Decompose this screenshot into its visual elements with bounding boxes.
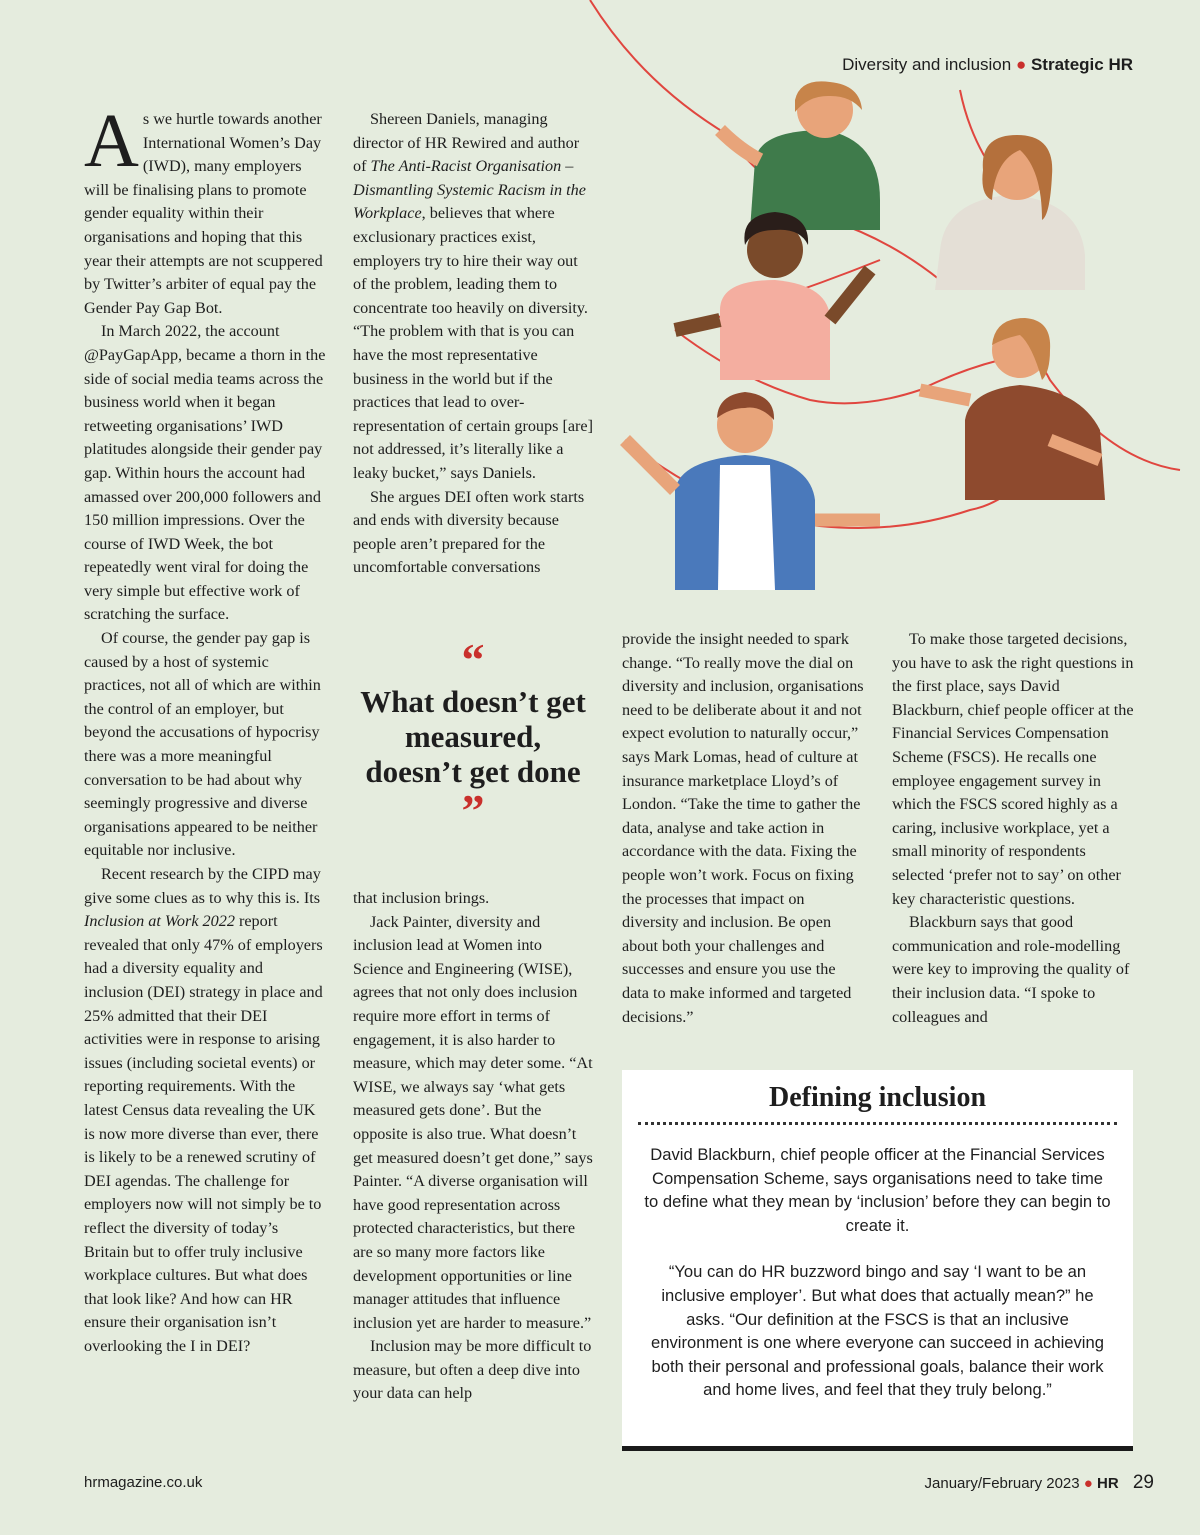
article-column-2-bottom: [353, 887, 595, 1406]
footer-site: hrmagazine.co.uk: [84, 1474, 203, 1491]
pull-quote: [353, 634, 593, 836]
paragraph-text: s we hurtle towards another International Women’s Day (IWD), many employers will be finalising plans to promote gender equality within their organisations and hoping that this year their attempts are not scuppered by Twitter’s arbiter of equal pay the Gender Pay Gap Bot.: [84, 110, 323, 317]
paragraph: [353, 108, 595, 486]
article-column-2-top: [353, 108, 595, 580]
paragraph: Blackburn says that good communication and role-modelling were key to improving the quality of their inclusion data. “I spoke to colleagues and: [892, 913, 1130, 1026]
category-label: Strategic HR: [1030, 55, 1133, 74]
paragraph: Jack Painter, diversity and inclusion lead at Women into Science and Engineering (WISE), agrees that not only does inclusion require more effort in terms of engagement, it is also harder to measure, which may deter some. “At WISE, we always say ‘what gets measured gets done’. But the opposite is also true. What doesn’t get measured doesn’t get done,” says Painter. “A diverse organisation will have good representation across protected characteristics, but there are so many more factors like development opportunities or line manager attitudes that influence inclusion yet are harder to measure.”: [353, 912, 593, 1332]
pull-quote-text: What doesn’t get measured, doesn’t get done: [360, 684, 586, 789]
box-paragraph: “You can do HR buzzword bingo and say ‘I want to be an inclusive employer’. But what does that actually mean?” he asks. “Our definition at the FSCS is that an inclusive environment is one where everyone can succeed in achieving both their personal and professional goals, balance their work and home lives, and feel that they truly belong.”: [651, 1262, 1104, 1400]
paragraph: In March 2022, the account @PayGapApp, became a thorn in the side of social media teams across the business world when it began retweeting organisations’ IWD platitudes alongside their gender pay gap. Within hours the account had amassed over 200,000 followers and 150 million impressions. Over the course of IWD Week, the bot repeatedly went viral for doing the very simple but effective work of scratching the surface.: [84, 322, 326, 624]
drop-cap: A: [84, 99, 139, 183]
person-green-top: [720, 81, 880, 230]
people-connected-by-thread-illustration: [580, 0, 1200, 600]
intro-paragraph: [84, 99, 326, 320]
section-label: Diversity and inclusion: [842, 55, 1012, 74]
paragraph-text: Shereen Daniels, managing director of HR Rewired and author of: [353, 110, 580, 176]
report-title: Inclusion at Work 2022: [84, 912, 235, 931]
close-quote-icon: ”: [461, 785, 485, 836]
article-column-3: [622, 628, 865, 1029]
paragraph-text: Recent research by the CIPD may give some clues as to why this is. Its: [84, 865, 321, 907]
thread-line: [590, 0, 720, 130]
person-pink-shirt: [675, 212, 870, 380]
defining-inclusion-box: [622, 1070, 1133, 1451]
box-paragraph: David Blackburn, chief people officer at the Financial Services Compensation Scheme, says organisations need to take time to define what they mean by ‘inclusion’ before they can begin to create it.: [644, 1145, 1111, 1235]
open-quote-icon: “: [461, 634, 485, 685]
paragraph: Of course, the gender pay gap is caused by a host of systemic practices, not all of which are within the control of an employer, but beyond the accusations of hypocrisy there was a more meaningful conversation to be had about why seemingly progressive and diverse organisations appeared to be neither equitable nor inclusive.: [84, 629, 321, 860]
bullet-dot-icon: ●: [1083, 1475, 1093, 1492]
paragraph: provide the insight needed to spark change. “To really move the dial on diversity and inclusion, organisations need to be deliberate about it and not expect evolution to naturally occur,” says Mark Lomas, head of culture at insurance marketplace Lloyd’s of London. “Take the time to gather the data, analyse and take action in accordance with the data. Fixing the people won’t work. Focus on fixing the processes that impact on diversity and inclusion. Be open about both your challenges and successes and ensure you use the data to make informed and targeted decisions.”: [622, 630, 864, 1026]
brand-label: HR: [1097, 1475, 1119, 1492]
person-cream-sweater: [935, 135, 1085, 290]
article-column-4: [892, 628, 1134, 1029]
paragraph: Inclusion may be more difficult to measure, but often a deep dive into your data can help: [353, 1337, 592, 1403]
paragraph-text: , believes that where exclusionary practices exist, employers try to hire their way out of the problem, leading them to concentrate too heavily on diversity. “The problem with that is you can have the most representative business in the world but if the practices that lead to over-representation of certain groups [are] not addressed, it’s literally like a leaky bucket,” says Daniels.: [353, 204, 593, 482]
paragraph: She argues DEI often work starts and ends with diversity because people aren’t prepared for the uncomfortable conversations: [353, 487, 585, 577]
article-column-1: [84, 99, 326, 1358]
person-blue-cardigan: [625, 392, 880, 590]
dotted-divider: [638, 1122, 1117, 1125]
person-brown-shirt: [920, 318, 1105, 500]
bullet-dot-icon: ●: [1015, 55, 1027, 74]
box-title: Defining inclusion: [768, 1082, 987, 1113]
paragraph: that inclusion brings.: [353, 889, 490, 907]
book-title: The Anti-Racist Organisation – Dismantling Systemic Racism in the Workplace: [353, 157, 586, 223]
issue-date: January/February 2023: [924, 1475, 1080, 1492]
page-number: 29: [1132, 1472, 1154, 1493]
paragraph-text: report revealed that only 47% of employers had a diversity equality and inclusion (DEI) strategy in place and 25% admitted that their DEI activities were in response to arising issues (including societal events) or reporting requirements. With the latest Census data revealing the UK is now more diverse than ever, there is likely to be a renewed scrutiny of DEI agendas. The challenge for employers now will not simply be to reflect the diversity of today’s Britain but to offer truly inclusive workplace cultures. But what does that look like? And how can HR ensure their organisation isn’t overlooking the I in DEI?: [84, 912, 323, 1355]
paragraph: To make those targeted decisions, you have to ask the right questions in the first place, says David Blackburn, chief people officer at the Financial Services Compensation Scheme (FSCS). He recalls one employee engagement survey in which the FSCS scored highly as a caring, inclusive workplace, yet a small minority of respondents selected ‘prefer not to say’ on other key characteristic questions.: [892, 630, 1134, 908]
footer-issue: [925, 1472, 1154, 1494]
paragraph: [84, 863, 326, 1358]
